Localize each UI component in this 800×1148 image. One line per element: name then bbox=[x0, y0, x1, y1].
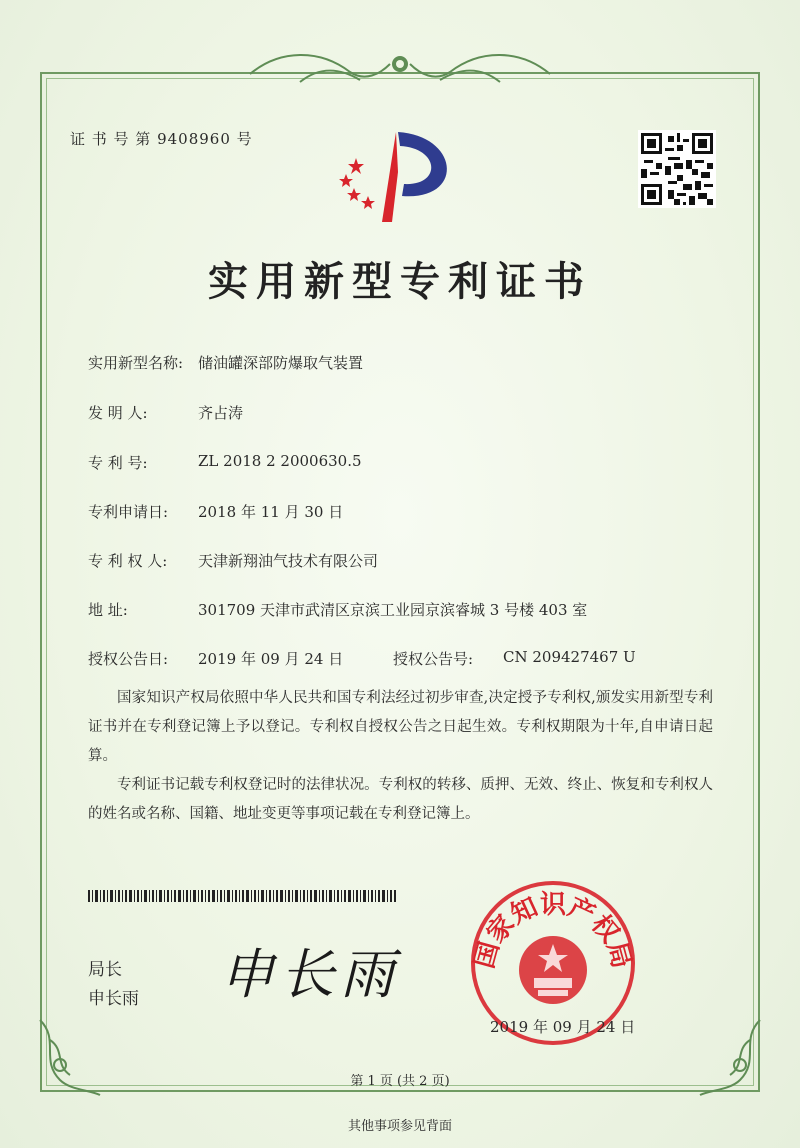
seal-emblem-icon bbox=[519, 936, 587, 1004]
barcode-icon bbox=[88, 890, 396, 902]
back-note: 其他事项参见背面 bbox=[347, 1119, 452, 1134]
director-signature: 申长雨 bbox=[220, 943, 400, 1006]
field-label-name: 实用新型名称: bbox=[88, 354, 184, 372]
director-title: 局长 bbox=[88, 960, 122, 980]
seal-text: 国家知识产权局 bbox=[469, 890, 637, 972]
certificate-title: 实用新型专利证书 bbox=[208, 258, 592, 305]
certificate-inner-border bbox=[46, 78, 754, 1086]
field-label-patentee: 专 利 权 人: bbox=[88, 552, 168, 570]
body-paragraph-1: 国家知识产权局依照中华人民共和国专利法经过初步审查,决定授予专利权,颁发实用新型专利证书并在专利登记簿上予以登记。专利权自授权公告之日起生效。专利权期限为十年,自申请日起算。 bbox=[88, 690, 713, 764]
field-value-announcement-number: CN 209427467 U bbox=[503, 648, 636, 666]
field-value-inventor: 齐占涛 bbox=[198, 404, 244, 422]
body-paragraph-2: 专利证书记载专利权登记时的法律状况。专利权的转移、质押、无效、终止、恢复和专利权人的姓名或名称、国籍、地址变更等事项记载在专利登记簿上。 bbox=[88, 777, 713, 822]
field-value-address: 301709 天津市武清区京滨工业园京滨睿城 3 号楼 403 室 bbox=[198, 601, 588, 619]
field-value-patent-number: ZL 2018 2 2000630.5 bbox=[198, 452, 362, 470]
qr-code-icon bbox=[638, 130, 716, 208]
field-label-application-date: 专利申请日: bbox=[88, 503, 169, 521]
cnipa-logo-icon bbox=[330, 126, 470, 226]
field-label-announcement-number: 授权公告号: bbox=[393, 650, 474, 668]
page-number: 第 1 页 (共 2 页) bbox=[350, 1074, 450, 1089]
seal-date: 2019 年 09 月 24 日 bbox=[490, 1018, 636, 1036]
field-label-address: 地 址: bbox=[88, 601, 128, 619]
field-value-patentee: 天津新翔油气技术有限公司 bbox=[198, 552, 379, 570]
field-value-grant-date: 2019 年 09 月 24 日 bbox=[198, 650, 344, 668]
field-label-patent-number: 专 利 号: bbox=[88, 454, 148, 472]
field-value-name: 储油罐深部防爆取气装置 bbox=[198, 354, 364, 372]
field-label-inventor: 发 明 人: bbox=[88, 404, 148, 422]
certificate-number: 证 书 号 第 9408960 号 bbox=[70, 130, 253, 148]
director-name: 申长雨 bbox=[88, 989, 139, 1009]
field-label-grant-date: 授权公告日: bbox=[88, 650, 169, 668]
top-ornament-icon bbox=[240, 44, 560, 92]
field-value-application-date: 2018 年 11 月 30 日 bbox=[198, 503, 344, 521]
